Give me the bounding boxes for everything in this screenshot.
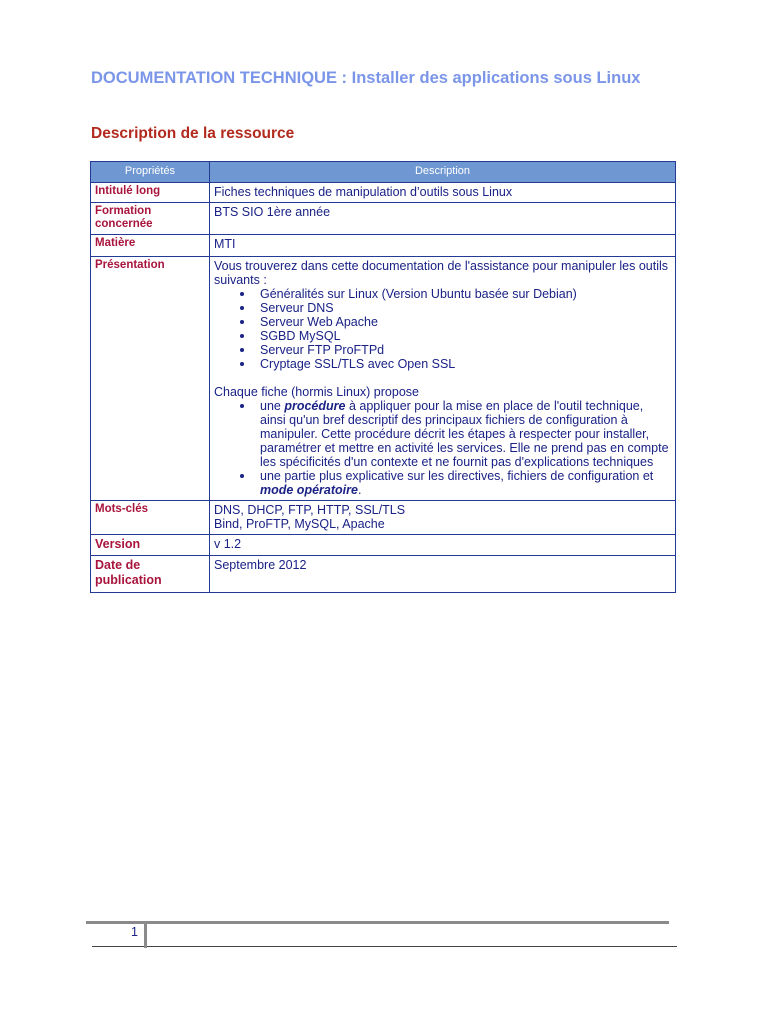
list-item: Serveur DNS <box>260 301 671 315</box>
table-row <box>91 203 676 235</box>
section-title: Description de la ressource <box>91 125 295 142</box>
list-item: Cryptage SSL/TLS avec Open SSL <box>260 357 671 371</box>
text: une partie plus explicative sur les directives, fichiers de configuration et <box>260 469 654 483</box>
emphasis: procédure <box>284 399 346 413</box>
list-item: Serveur Web Apache <box>260 315 671 329</box>
table-row <box>91 501 676 535</box>
list-item <box>260 469 671 497</box>
row-label: Mots-clés <box>91 501 210 535</box>
footer-rule-bottom <box>147 946 677 947</box>
keywords-line: Bind, ProFTP, MySQL, Apache <box>214 517 385 531</box>
presentation-intro: Vous trouverez dans cette documentation de l'assistance pour manipuler les outils suivants : <box>214 259 669 287</box>
row-value: MTI <box>210 235 676 257</box>
footer-rule <box>86 921 669 924</box>
table-row <box>91 535 676 556</box>
row-label: Intitulé long <box>91 183 210 203</box>
row-label: Matière <box>91 235 210 257</box>
presentation-intro-2: Chaque fiche (hormis Linux) propose <box>214 385 419 399</box>
features-list <box>214 399 671 497</box>
page-title: DOCUMENTATION TECHNIQUE : Installer des applications sous Linux <box>91 69 641 87</box>
table-row <box>91 556 676 593</box>
list-item <box>260 399 671 469</box>
emphasis: mode opératoire <box>260 483 358 497</box>
tools-list <box>214 287 671 371</box>
keywords-line: DNS, DHCP, FTP, HTTP, SSL/TLS <box>214 503 406 517</box>
row-label: Date de publication <box>91 556 210 593</box>
text: à appliquer pour la mise en place de l'outil technique, ainsi qu'un bref descriptif des principaux fichiers de configuration à manipuler. Cette procédure décrit les étapes à respecter pour installer, paramétrer et mettre en activité les services. Elle ne prend pas en compte les spécificités d'un contexte et ne fournit pas d'explications techniques <box>260 399 669 469</box>
page-number: 1 <box>131 925 138 939</box>
footer-divider <box>144 924 147 948</box>
list-item: Serveur FTP ProFTPd <box>260 343 671 357</box>
text: . <box>357 483 362 497</box>
table-row <box>91 183 676 203</box>
row-value: Septembre 2012 <box>210 556 676 593</box>
header-description: Description <box>210 162 676 183</box>
row-label: Présentation <box>91 257 210 501</box>
text: une <box>260 399 285 413</box>
footer-rule-bottom <box>92 946 144 947</box>
row-value <box>210 501 676 535</box>
row-label: Version <box>91 535 210 556</box>
list-item: Généralités sur Linux (Version Ubuntu basée sur Debian) <box>260 287 671 301</box>
table-row <box>91 235 676 257</box>
header-properties: Propriétés <box>91 162 210 183</box>
table-row <box>91 257 676 501</box>
row-value: v 1.2 <box>210 535 676 556</box>
row-value: Fiches techniques de manipulation d’outils sous Linux <box>210 183 676 203</box>
row-value: BTS SIO 1ère année <box>210 203 676 235</box>
presentation-content <box>210 257 676 501</box>
row-label: Formation concernée <box>91 203 210 235</box>
table-header-row <box>91 162 676 183</box>
list-item: SGBD MySQL <box>260 329 671 343</box>
resource-table <box>90 161 676 593</box>
